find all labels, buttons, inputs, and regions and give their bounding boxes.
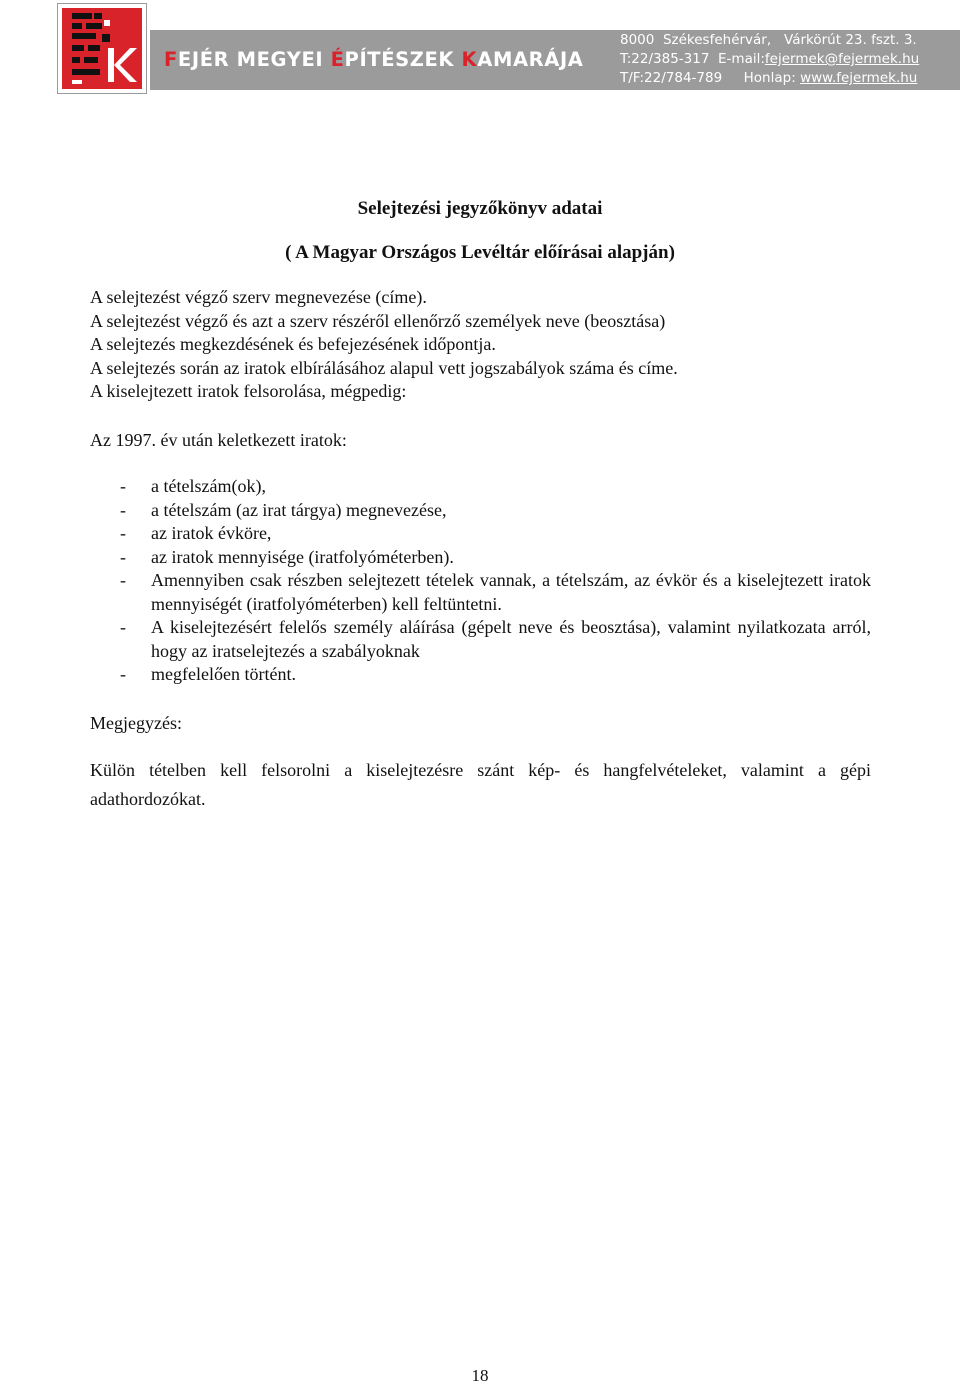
document-title: Selejtezési jegyzőkönyv adatai: [357, 198, 603, 219]
record-items: [90, 286, 678, 404]
org-name-part-1: EJÉR MEGYEI: [177, 48, 331, 71]
record-item: A selejtezést végző és azt a szerv részéről ellenőrző személyek neve (beosztása): [90, 310, 666, 331]
bullet-item: [90, 499, 871, 523]
bullet-item: [90, 546, 871, 570]
note-label: Megjegyzés:: [90, 713, 182, 733]
organization-name: [164, 48, 584, 71]
bullet-marker: -: [120, 476, 126, 496]
org-name-part-3: AMARÁJA: [477, 48, 584, 71]
document-subtitle: ( A Magyar Országos Levéltár előírásai alapján): [285, 242, 675, 263]
record-item: A kiselejtezett iratok felsorolása, mégpedig:: [90, 381, 407, 401]
bullet-marker: -: [120, 499, 126, 520]
bullet-marker: -: [120, 546, 126, 567]
record-item: A selejtezés során az iratok elbírálásához alapul vett jogszabályok száma és címe.: [90, 357, 678, 378]
email-link[interactable]: fejermek@fejermek.hu: [764, 51, 920, 67]
org-initial-f: F: [164, 48, 178, 71]
bullet-item: [90, 475, 871, 499]
org-initial-k: K: [461, 48, 478, 71]
bullet-text: A kiselejtezésért felelős személy aláírása (gépelt neve és beosztása), valamint nyilatkozata arról, hogy az iratselejtezés a szabályoknak: [151, 617, 871, 661]
bullet-item: [90, 522, 871, 546]
bullet-text: a tételszám (az irat tárgya) megnevezése,: [151, 499, 447, 520]
header-band: [150, 30, 960, 90]
phone: T:22/385-317 E-mail:: [620, 51, 765, 67]
bullet-text: Amennyiben csak részben selejtezett tételek vannak, a tételszám, az évkör és a kiselejtezett iratok mennyiségét (iratfolyóméterben) kell feltüntetni.: [151, 570, 871, 614]
bullet-item: [90, 616, 871, 663]
bullet-marker: -: [120, 664, 126, 684]
fek-logo-icon: [58, 4, 146, 93]
contact-info: [620, 31, 919, 88]
record-item: A selejtezést végző szerv megnevezése (címe).: [90, 287, 427, 307]
org-initial-e: É: [330, 48, 345, 71]
bullet-item: [90, 569, 871, 616]
bullet-text: az iratok évköre,: [151, 523, 272, 543]
bullet-text: megfelelően történt.: [151, 664, 296, 684]
organization-logo: [57, 3, 147, 94]
bullet-marker: -: [120, 523, 126, 543]
page-number: 18: [471, 1366, 489, 1385]
bullet-list: [90, 475, 871, 687]
bullet-text: a tételszám(ok),: [151, 476, 266, 496]
bullet-marker: -: [120, 617, 126, 637]
section-subheading: Az 1997. év után keletkezett iratok:: [90, 430, 347, 450]
fax: T/F:22/784-789 Honlap:: [620, 70, 801, 86]
note-text: Külön tételben kell felsorolni a kiselejtezésre szánt kép- és hangfelvételeket, valamint a gépi adathordozókat.: [90, 760, 871, 809]
bullet-item: [90, 663, 871, 687]
bullet-text: az iratok mennyisége (iratfolyóméterben).: [151, 546, 454, 567]
address: 8000 Székesfehérvár, Várkörút 23. fszt. 3.: [620, 32, 917, 48]
record-item: A selejtezés megkezdésének és befejezésének időpontja.: [90, 334, 496, 354]
website-link[interactable]: www.fejermek.hu: [800, 70, 918, 86]
bullet-marker: -: [120, 570, 126, 590]
org-name-part-2: PÍTÉSZEK: [344, 48, 462, 71]
